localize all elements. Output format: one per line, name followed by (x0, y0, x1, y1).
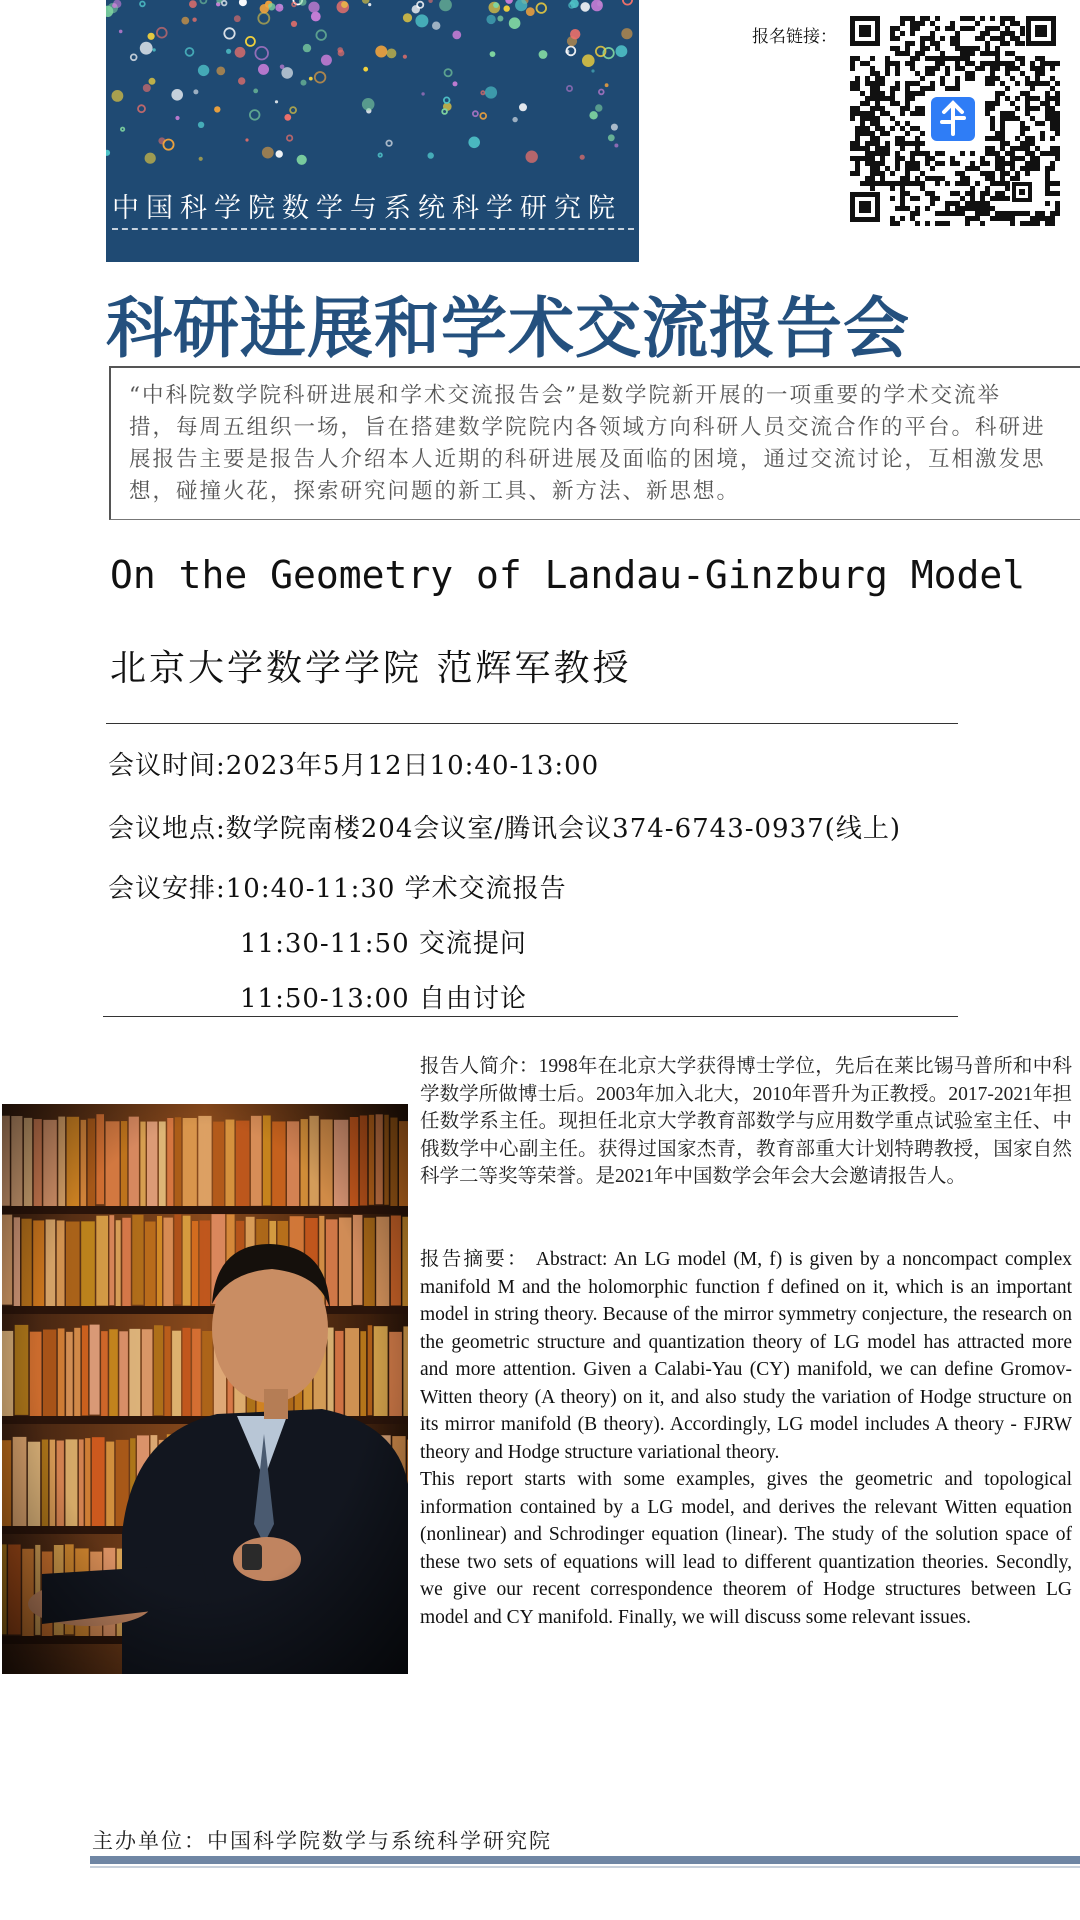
schedule-item: 学术交流报告 (404, 874, 567, 904)
intro-text: “中科院数学院科研进展和学术交流报告会”是数学院新开展的一项重要的学术交流举措，每周五组织一场，旨在搭建数学院院内各领域方向科研人员交流合作的平台。科研进展报告主要是报告人介绍本人近期的科研进展及面临的困境，通过交流讨论，互相激发思想，碰撞火花，探索研究问题的新工具、新方法、新思想。 (129, 383, 1046, 504)
schedule-time: 10:40-11:30 (225, 874, 396, 904)
header-banner (106, 0, 639, 262)
meeting-place (108, 808, 901, 845)
schedule-time: 11:50-13:00 (240, 984, 410, 1014)
abstract-paragraph: 报告摘要： Abstract: An LG model (M, f) is given by a noncompact complex manifold M and the holomorphic function f defined on it, which is an important model in string theory. Because of the mirror symmetry conjecture, the research on the geometric structure and quantization theory of LG model has attracted more and more attention. Given a Calabi-Yau (CY) manifold, we can define Gromov-Witten theory (A theory) on it, and also study the variation of Hodge structure on its mirror manifold (B theory). Accordingly, LG model includes A theory - FJRW theory and Hodge structure variational theory. (420, 1249, 1072, 1463)
footer-bar (90, 1856, 1080, 1864)
schedule-item: 自由讨论 (418, 984, 527, 1014)
meeting-place-value: 数学院南楼204会议室/腾讯会议374-6743-0937(线上) (225, 814, 901, 844)
meeting-place-label: 会议地点: (108, 814, 226, 844)
institute-name: 中国科学院数学与系统科学研究院 (112, 193, 622, 224)
schedule-label: 会议安排: (108, 874, 226, 904)
meeting-time-value: 2023年5月12日10:40-13:00 (225, 751, 600, 781)
schedule-row (108, 868, 567, 905)
divider (103, 1016, 958, 1017)
speaker-name: 北京大学数学学院 范辉军教授 (110, 648, 632, 689)
footer-line (90, 1866, 1080, 1868)
schedule-time: 11:30-11:50 (240, 929, 410, 959)
page-title: 科研进展和学术交流报告会 (106, 290, 910, 367)
schedule-row (240, 923, 527, 960)
speaker-bio: 报告人简介：1998年在北京大学获得博士学位，先后在莱比锡马普所和中科学数学所做博士后。2003年加入北大，2010年晋升为正教授。2017-2021年担任数学系主任。现担任北京大学教育部数学与应用数学重点试验室主任、中俄数学中心副主任。获得过国家杰青，教育部重大计划特聘教授，国家自然科学二等奖等荣誉。是2021年中国数学会年会大会邀请报告人。 (420, 1056, 1072, 1187)
meeting-time-label: 会议时间: (108, 751, 226, 781)
qr-code-icon[interactable] (846, 12, 1060, 226)
schedule-item: 交流提问 (418, 929, 527, 959)
abstract-paragraph: This report starts with some examples, gives the geometric and topological information contained by a LG model, and derives the relevant Witten equation (nonlinear) and Schrodinger equation (linear). The study of the solution space of these two sets of equations will lead to different quantization theories. Secondly, we give our recent correspondence theorem of Hodge structures between LG model and CY manifold. Finally, we will discuss some relevant issues. (420, 1469, 1072, 1628)
talk-title: On the Geometry of Landau-Ginzburg Model (110, 553, 1026, 597)
speaker-photo (2, 1104, 408, 1674)
intro-box (109, 366, 1080, 520)
schedule-row (240, 978, 527, 1015)
talk-abstract (420, 1246, 1072, 1631)
organizer: 主办单位：中国科学院数学与系统科学研究院 (92, 1829, 552, 1853)
divider (106, 723, 958, 724)
banner-divider (112, 228, 634, 230)
meeting-time (108, 745, 599, 782)
registration-label: 报名链接： (752, 27, 837, 47)
